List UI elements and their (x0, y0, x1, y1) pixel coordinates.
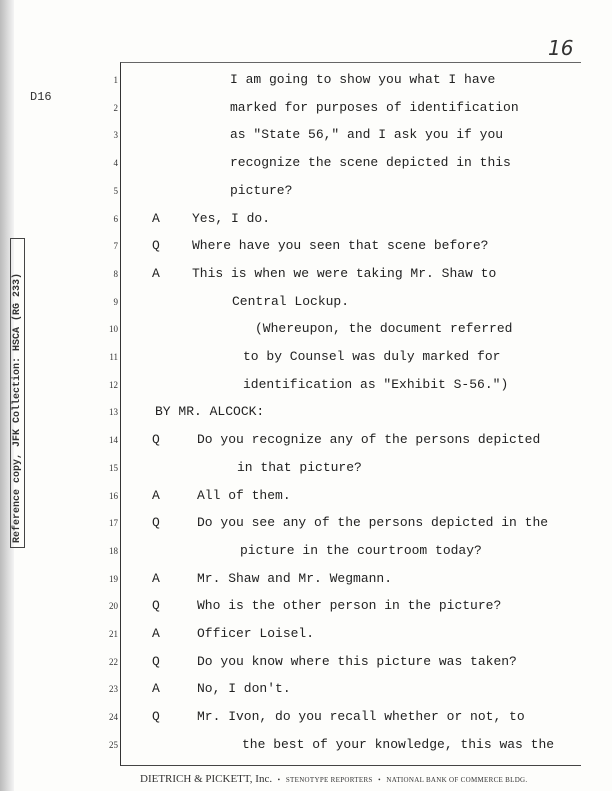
speaker-label: A (152, 487, 160, 503)
line-number: 2 (113, 102, 118, 113)
line-text: identification as "Exhibit S-56.") (243, 376, 509, 392)
line-number: 18 (109, 545, 118, 556)
line-number: 23 (109, 684, 118, 695)
line-number: 21 (109, 629, 118, 639)
line-text: recognize the scene depicted in this (230, 155, 511, 171)
line-text: BY MR. ALCOCK: (155, 404, 265, 420)
line-text: Mr. Shaw and Mr. Wegmann. (197, 570, 393, 586)
line-number: 14 (109, 435, 118, 446)
speaker-label: Q (152, 432, 160, 448)
speaker-label: A (152, 570, 160, 586)
page-id: D16 (30, 90, 52, 104)
footer-service: STENOTYPE REPORTERS (285, 776, 373, 784)
speaker-label: Q (152, 515, 160, 531)
footer-address: NATIONAL BANK OF COMMERCE BLDG. (386, 776, 528, 784)
speaker-label: Q (152, 598, 160, 614)
line-number: 9 (113, 296, 118, 307)
line-text: Officer Loisel. (197, 626, 315, 641)
line-text: Who is the other person in the picture? (197, 598, 502, 614)
line-number: 5 (113, 185, 118, 196)
line-number: 3 (113, 130, 118, 141)
line-text: This is when we were taking Mr. Shaw to (192, 265, 497, 281)
line-number: 11 (109, 352, 118, 362)
line-number: 1 (113, 75, 118, 85)
speaker-label: A (152, 265, 160, 281)
line-text: in that picture? (237, 459, 362, 475)
line-text: to by Counsel was duly marked for (243, 349, 501, 364)
line-text: Do you see any of the persons depicted in the (197, 515, 549, 531)
line-text: Do you know where this picture was taken? (197, 653, 517, 669)
line-number: 8 (113, 268, 118, 279)
line-number: 16 (109, 490, 118, 501)
line-number: 19 (109, 573, 118, 584)
speaker-label: Q (152, 653, 160, 669)
line-number: 6 (113, 213, 118, 224)
line-text: All of them. (197, 487, 291, 503)
line-text: I am going to show you what I have (230, 72, 496, 87)
line-number: 4 (113, 158, 118, 169)
line-text: as "State 56," and I ask you if you (230, 127, 504, 143)
line-text: Yes, I do. (192, 210, 271, 226)
speaker-label: A (152, 681, 160, 697)
page-number: 16 (548, 36, 574, 60)
line-number: 12 (109, 379, 118, 390)
line-number: 7 (113, 241, 118, 252)
line-number: 10 (109, 324, 118, 335)
line-number: 17 (109, 518, 118, 529)
speaker-label: A (152, 210, 160, 226)
line-text: Central Lockup. (232, 293, 350, 309)
line-number: 25 (109, 739, 118, 750)
line-text: the best of your knowledge, this was the (242, 736, 555, 752)
line-text: No, I don't. (197, 681, 291, 697)
footer: DIETRICH & PICKETT, Inc. • STENOTYPE REPORTERS • NATIONAL BANK OF COMMERCE BLDG. (140, 773, 528, 785)
line-number: 15 (109, 462, 118, 473)
line-text: picture? (230, 182, 293, 198)
line-text: (Whereupon, the document referred (255, 321, 513, 337)
line-text: Where have you seen that scene before? (192, 238, 489, 254)
speaker-label: Q (152, 709, 160, 725)
speaker-label: A (152, 626, 160, 641)
line-text: picture in the courtroom today? (240, 542, 482, 558)
line-number: 24 (109, 712, 118, 723)
speaker-label: Q (152, 238, 160, 254)
line-text: marked for purposes of identification (230, 99, 519, 115)
side-stamp: Reference copy, JFK Collection: HSCA (RG 233) (10, 238, 25, 548)
line-text: Mr. Ivon, do you recall whether or not, to (197, 709, 525, 725)
line-number: 20 (109, 601, 118, 612)
line-number: 13 (109, 407, 118, 418)
line-text: Do you recognize any of the persons depicted (197, 432, 541, 448)
footer-firm: DIETRICH & PICKETT, Inc. (140, 773, 273, 785)
line-number: 22 (109, 656, 118, 667)
